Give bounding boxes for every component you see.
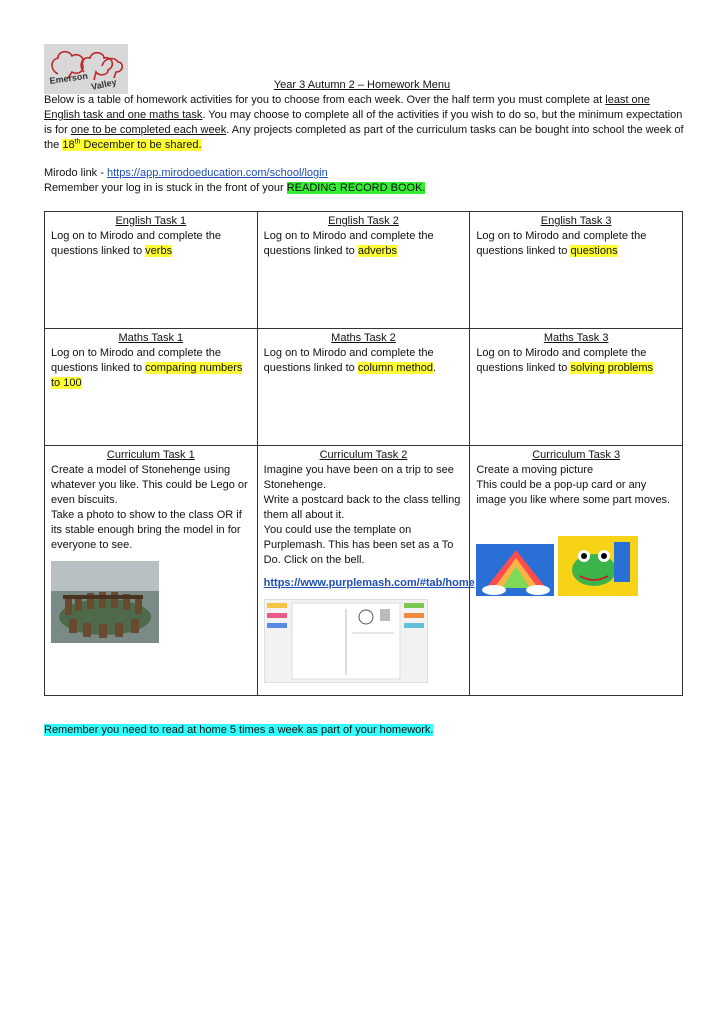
task-title: Curriculum Task 2 xyxy=(319,449,408,461)
task-title: Maths Task 1 xyxy=(118,332,184,344)
maths-task-2-cell: Maths Task 2 Log on to Mirodo and complete the questions linked to column method. xyxy=(257,329,470,446)
task-title: Curriculum Task 1 xyxy=(106,449,195,461)
task-title: Maths Task 3 xyxy=(543,332,609,344)
purplemash-link[interactable]: https://www.purplemash.com/#tab/home xyxy=(263,577,475,589)
homework-table xyxy=(44,211,683,696)
english-task-1-cell: English Task 1 Log on to Mirodo and complete the questions linked to verbs xyxy=(45,212,258,329)
curriculum-task-1-cell: Curriculum Task 1 Create a model of Stonehenge using whatever you like. This could be Lego or even biscuits. Take a photo to show to the class OR if its stable enough bring the model in for everyone to see. xyxy=(45,446,258,696)
english-task-2-cell: English Task 2 Log on to Mirodo and complete the questions linked to adverbs xyxy=(257,212,470,329)
postcard-template-image xyxy=(264,599,428,683)
svg-text:Valley: Valley xyxy=(90,76,118,92)
reading-reminder: Remember you need to read at home 5 times a week as part of your homework. xyxy=(44,724,434,736)
maths-task-3-cell: Maths Task 3 Log on to Mirodo and complete the questions linked to solving problems xyxy=(470,329,683,446)
svg-text:Emerson: Emerson xyxy=(48,70,89,86)
stonehenge-photo xyxy=(51,561,159,643)
task-title: English Task 3 xyxy=(540,215,612,227)
curriculum-task-2-cell: Curriculum Task 2 Imagine you have been on a trip to see Stonehenge. Write a postcard back to the class telling them all about it. You could use the template on Purplemash. This has been set as a To Do. Click on the bell. https://www.purplemash.com/#tab/home xyxy=(257,446,470,696)
maths-task-1-cell: Maths Task 1 Log on to Mirodo and complete the questions linked to comparing numbers to 100 xyxy=(45,329,258,446)
popup-card-images xyxy=(476,536,638,598)
task-title: Maths Task 2 xyxy=(331,332,396,344)
english-task-3-cell: English Task 3 Log on to Mirodo and complete the questions linked to questions xyxy=(470,212,683,329)
task-title: Curriculum Task 3 xyxy=(532,449,621,461)
intro-paragraph: Below is a table of homework activities for you to choose from each week. Over the half term you must complete at least one English task and one maths task. You may choose to complete all of the activities if you wish to do so, but the minimum expectation is for one to be completed each week. Any projects completed as part of the curriculum tasks can be bought into school the week of the 18th December to be shared. xyxy=(44,94,684,151)
task-title: English Task 1 xyxy=(115,215,187,227)
task-title: English Task 2 xyxy=(328,215,399,227)
curriculum-task-3-cell: Curriculum Task 3 Create a moving picture This could be a pop-up card or any image you like where some part moves. xyxy=(470,446,683,696)
mirodo-info: Mirodo link - https://app.mirodoeducation.com/school/login Remember your log in is stuck in the front of your READING RECORD BOOK. xyxy=(44,167,426,194)
mirodo-link[interactable]: https://app.mirodoeducation.com/school/login xyxy=(106,167,328,179)
page-title: Year 3 Autumn 2 – Homework Menu xyxy=(273,79,451,91)
